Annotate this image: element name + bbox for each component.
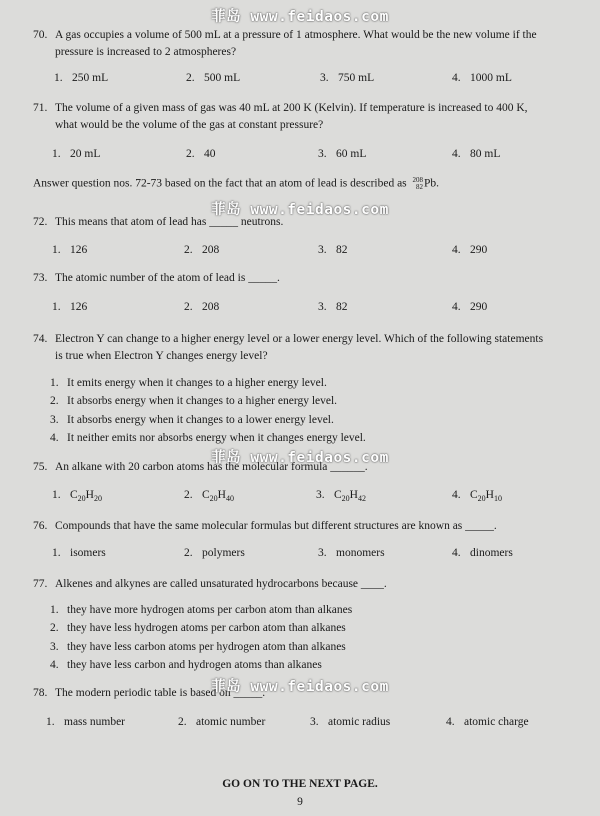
option[interactable]: 2. It absorbs energy when it changes to a higher energy level. [50,395,338,408]
instruction-text: Answer question nos. 72-73 based on the fact that an atom of lead is described as [33,177,407,190]
question-text: pressure is increased to 2 atmospheres? [55,46,237,58]
watermark: 菲岛 www.feidaos.com [211,450,389,466]
question-text: Compounds that have the same molecular formulas but different structures are known as _____. [55,520,497,532]
option[interactable]: 3. atomic radius [310,716,391,728]
option[interactable]: 4. 80 mL [452,148,501,160]
question-number: 73. [33,272,48,284]
option[interactable]: 2. 208 [184,301,220,313]
question-number: 76. [33,520,48,532]
question-71 [33,100,581,134]
question-number: 72. [33,216,48,228]
watermark: 菲岛 www.feidaos.com [211,679,389,695]
question-74 [33,331,581,365]
question-number: 71. [33,102,48,114]
question-73 [33,270,581,287]
option[interactable]: 1. 126 [52,244,88,256]
option[interactable]: 3. 750 mL [320,72,375,84]
option[interactable]: 2. $C_{20}H_{40}$ [184,489,234,503]
question-text: what would be the volume of the gas at constant pressure? [55,119,324,131]
instruction [33,177,581,191]
option[interactable]: 2. 208 [184,244,220,256]
next-page-notice: GO ON TO THE NEXT PAGE. [222,778,378,790]
nuclide-notation: 208 82 [412,176,424,191]
option[interactable]: 3. $C_{20}H_{42}$ [316,489,366,503]
question-77 [33,576,581,593]
option[interactable]: 3. 60 mL [318,148,367,160]
question-text: is true when Electron Y changes energy level? [55,350,268,362]
question-text: Electron Y can change to a higher energy level or a lower energy level. Which of the following statements [55,333,544,345]
option[interactable]: 2. 500 mL [186,72,241,84]
option[interactable]: 1. isomers [52,547,106,559]
question-number: 78. [33,687,48,699]
question-text: The atomic number of the atom of lead is _____. [55,272,280,284]
options-70 [52,72,572,88]
page-number: 9 [297,796,303,808]
option[interactable]: 4. they have less carbon and hydrogen atoms than alkanes [50,658,322,671]
option[interactable]: 1. $C_{20}H_{20}$ [52,489,102,503]
question-70 [33,27,581,61]
question-number: 75. [33,461,48,473]
question-text: This means that atom of lead has _____ neutrons. [55,216,284,228]
question-number: 77. [33,578,48,590]
options-72 [52,244,572,260]
options-73 [52,301,572,317]
question-text: The modern periodic table is based on _____. [55,687,266,699]
option[interactable]: 4. 1000 mL [452,72,512,84]
option[interactable]: 2. atomic number [178,716,266,728]
question-number: 70. [33,29,48,41]
option[interactable]: 3. monomers [318,547,385,559]
option[interactable]: 4. atomic charge [446,716,529,728]
question-text: A gas occupies a volume of 500 mL at a pressure of 1 atmosphere. What would be the new volume if the [55,29,537,41]
option[interactable]: 4. dinomers [452,547,513,559]
option[interactable]: 4. It neither emits nor absorbs energy when it changes energy level. [50,431,366,444]
question-text: An alkane with 20 carbon atoms has the molecular formula ______. [55,461,368,473]
option[interactable]: 2. polymers [184,547,245,559]
question-text: Alkenes and alkynes are called unsaturated hydrocarbons because ____. [55,578,387,590]
option[interactable]: 1. 126 [52,301,88,313]
question-text: The volume of a given mass of gas was 40 mL at 200 K (Kelvin). If temperature is increased to 400 K, [55,102,528,114]
option[interactable]: 1. 20 mL [52,148,101,160]
option[interactable]: 4. 290 [452,244,488,256]
watermark: 菲岛 www.feidaos.com [211,9,389,25]
option[interactable]: 1. mass number [46,716,126,728]
element-symbol: Pb. [424,177,440,190]
option[interactable]: 4. 290 [452,301,488,313]
options-77 [50,601,570,674]
options-71 [52,148,572,164]
question-number: 74. [33,333,48,345]
option[interactable]: 2. they have less hydrogen atoms per carbon atom than alkanes [50,622,346,635]
options-78 [46,716,572,732]
option[interactable]: 3. they have less carbon atoms per hydrogen atom than alkanes [50,640,346,653]
option[interactable]: 2. 40 [186,148,216,160]
watermark: 菲岛 www.feidaos.com [211,202,389,218]
option[interactable]: 1. they have more hydrogen atoms per carbon atom than alkanes [50,604,353,616]
option[interactable]: 4. $C_{20}H_{10}$ [452,489,502,503]
option[interactable]: 1. 250 mL [54,72,109,84]
question-76 [33,518,581,535]
option[interactable]: 3. It absorbs energy when it changes to a lower energy level. [50,413,334,426]
option[interactable]: 3. 82 [318,244,348,256]
options-74 [50,374,570,447]
option[interactable]: 1. It emits energy when it changes to a higher energy level. [50,377,327,389]
options-75 [52,489,572,505]
options-76 [52,547,572,563]
option[interactable]: 3. 82 [318,301,348,313]
